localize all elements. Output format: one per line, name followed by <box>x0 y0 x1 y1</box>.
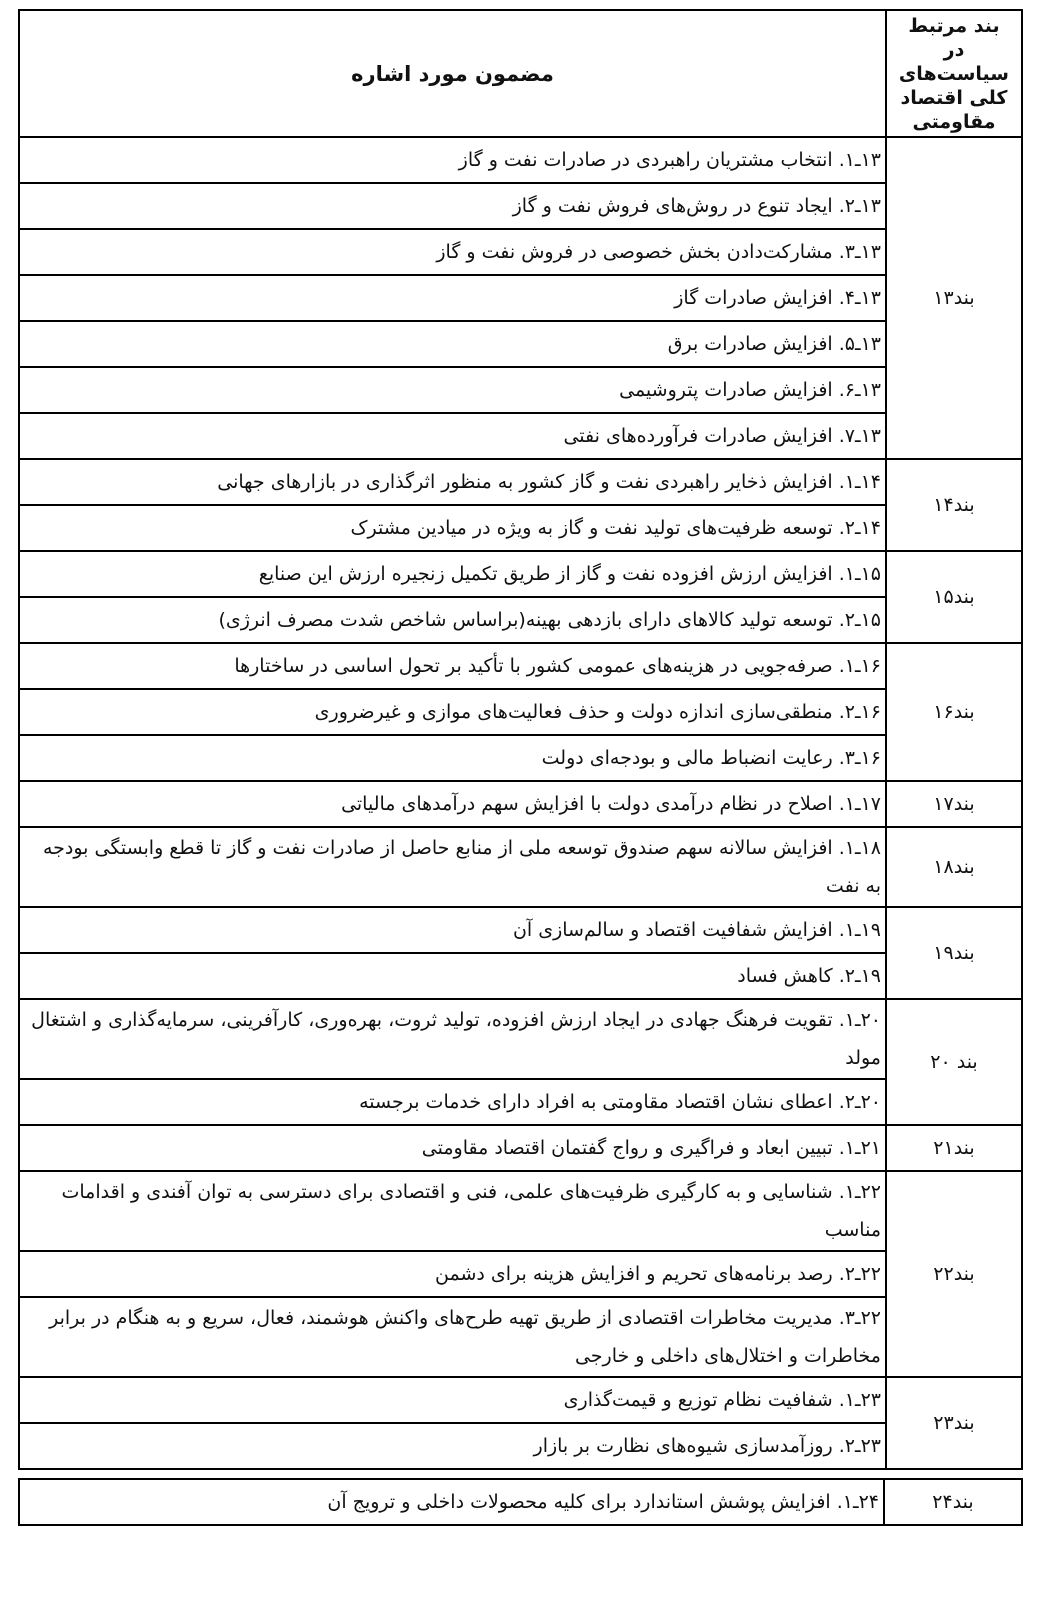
item-cell: ۱۴ـ۲. توسعه ظرفیت‌های تولید نفت و گاز به ویژه در میادین مشترک <box>19 505 886 551</box>
section-cell: بند۱۸ <box>886 827 1022 907</box>
item-cell: ۱۳ـ۴. افزایش صادرات گاز <box>19 275 886 321</box>
table-row <box>19 1297 1022 1377</box>
table-row <box>19 827 1022 907</box>
section-cell: بند۱۷ <box>886 781 1022 827</box>
item-cell: ۱۸ـ۱. افزایش سالانه سهم صندوق توسعه ملی از منابع حاصل از صادرات نفت و گاز تا قطع وابستگی بودجه به نفت <box>19 827 886 907</box>
table-row <box>19 229 1022 275</box>
table-row <box>19 551 1022 597</box>
item-cell: ۲۰ـ۱. تقویت فرهنگ جهادی در ایجاد ارزش افزوده، تولید ثروت، بهره‌وری، کارآفرینی، سرمایه‌گذاری و اشتغال مولد <box>19 999 886 1079</box>
item-cell: ۲۳ـ۱. شفافیت نظام توزیع و قیمت‌گذاری <box>19 1377 886 1423</box>
header-content-column: مضمون مورد اشاره <box>19 10 886 137</box>
table-row <box>19 1251 1022 1297</box>
item-cell: ۱۳ـ۱. انتخاب مشتریان راهبردی در صادرات نفت و گاز <box>19 137 886 183</box>
policy-table <box>18 9 1023 1470</box>
table-row <box>19 907 1022 953</box>
item-cell: ۱۳ـ۵. افزایش صادرات برق <box>19 321 886 367</box>
section-cell: بند۱۹ <box>886 907 1022 999</box>
section-cell: بند۱۳ <box>886 137 1022 459</box>
table-row <box>19 275 1022 321</box>
item-cell: ۱۳ـ۷. افزایش صادرات فرآورده‌های نفتی <box>19 413 886 459</box>
section-cell: بند۱۴ <box>886 459 1022 551</box>
item-cell: ۱۴ـ۱. افزایش ذخایر راهبردی نفت و گاز کشور به منظور اثرگذاری در بازارهای جهانی <box>19 459 886 505</box>
section-cell: بند۲۳ <box>886 1377 1022 1469</box>
section-cell: بند۲۱ <box>886 1125 1022 1171</box>
table-row <box>19 735 1022 781</box>
table-row <box>19 1079 1022 1125</box>
table-row <box>19 1125 1022 1171</box>
table-row <box>19 953 1022 999</box>
table-row <box>19 597 1022 643</box>
table-row <box>19 781 1022 827</box>
table-row <box>19 643 1022 689</box>
item-cell: ۲۲ـ۱. شناسایی و به کارگیری ظرفیت‌های علمی، فنی و اقتصادی برای دسترسی به توان آفندی و اقدامات مناسب <box>19 1171 886 1251</box>
item-cell: ۱۵ـ۲. توسعه تولید کالاهای دارای بازدهی بهینه(براساس شاخص شدت مصرف انرژی) <box>19 597 886 643</box>
section-cell: بند۲۴ <box>884 1479 1022 1525</box>
table-row <box>19 367 1022 413</box>
item-cell: ۲۳ـ۲. روزآمدسازی شیوه‌های نظارت بر بازار <box>19 1423 886 1469</box>
item-cell: ۱۵ـ۱. افزایش ارزش افزوده نفت و گاز از طریق تکمیل زنجیره ارزش این صنایع <box>19 551 886 597</box>
table-row <box>19 459 1022 505</box>
table-row <box>19 1377 1022 1423</box>
item-cell: ۱۹ـ۲. کاهش فساد <box>19 953 886 999</box>
table-row <box>19 689 1022 735</box>
policy-table-last <box>18 1478 1023 1526</box>
table-row <box>19 1171 1022 1251</box>
table-row <box>19 505 1022 551</box>
item-cell: ۲۲ـ۳. مدیریت مخاطرات اقتصادی از طریق تهیه طرح‌های واکنش هوشمند، فعال، سریع و به هنگام در برابر مخاطرات و اختلال‌های داخلی و خارجی <box>19 1297 886 1377</box>
item-cell: ۲۰ـ۲. اعطای نشان اقتصاد مقاومتی به افراد دارای خدمات برجسته <box>19 1079 886 1125</box>
section-cell: بند ۲۰ <box>886 999 1022 1125</box>
section-cell: بند۱۵ <box>886 551 1022 643</box>
table-row <box>19 321 1022 367</box>
policy-table-body <box>19 137 1022 1469</box>
item-cell: ۱۳ـ۲. ایجاد تنوع در روش‌های فروش نفت و گاز <box>19 183 886 229</box>
table-row <box>19 413 1022 459</box>
header-section-column: بند مرتبط در سیاست‌های کلی اقتصاد مقاومتی <box>886 10 1022 137</box>
item-cell: ۲۴ـ۱. افزایش پوشش استاندارد برای کلیه محصولات داخلی و ترویج آن <box>19 1479 884 1525</box>
table-row <box>19 183 1022 229</box>
item-cell: ۱۳ـ۶. افزایش صادرات پتروشیمی <box>19 367 886 413</box>
table-row <box>19 1423 1022 1469</box>
section-cell: بند۲۲ <box>886 1171 1022 1377</box>
item-cell: ۱۷ـ۱. اصلاح در نظام درآمدی دولت با افزایش سهم درآمدهای مالیاتی <box>19 781 886 827</box>
item-cell: ۱۶ـ۲. منطقی‌سازی اندازه دولت و حذف فعالیت‌های موازی و غیرضروری <box>19 689 886 735</box>
item-cell: ۲۱ـ۱. تبیین ابعاد و فراگیری و رواج گفتمان اقتصاد مقاومتی <box>19 1125 886 1171</box>
item-cell: ۱۶ـ۳. رعایت انضباط مالی و بودجه‌ای دولت <box>19 735 886 781</box>
table-gap <box>18 1470 1023 1478</box>
item-cell: ۱۳ـ۳. مشارکت‌دادن بخش خصوصی در فروش نفت و گاز <box>19 229 886 275</box>
section-cell: بند۱۶ <box>886 643 1022 781</box>
policy-table-frame <box>18 9 1023 1526</box>
item-cell: ۲۲ـ۲. رصد برنامه‌های تحریم و افزایش هزینه برای دشمن <box>19 1251 886 1297</box>
item-cell: ۱۹ـ۱. افزایش شفافیت اقتصاد و سالم‌سازی آن <box>19 907 886 953</box>
table-row <box>19 137 1022 183</box>
item-cell: ۱۶ـ۱. صرفه‌جویی در هزینه‌های عمومی کشور با تأکید بر تحول اساسی در ساختارها <box>19 643 886 689</box>
table-row <box>19 999 1022 1079</box>
